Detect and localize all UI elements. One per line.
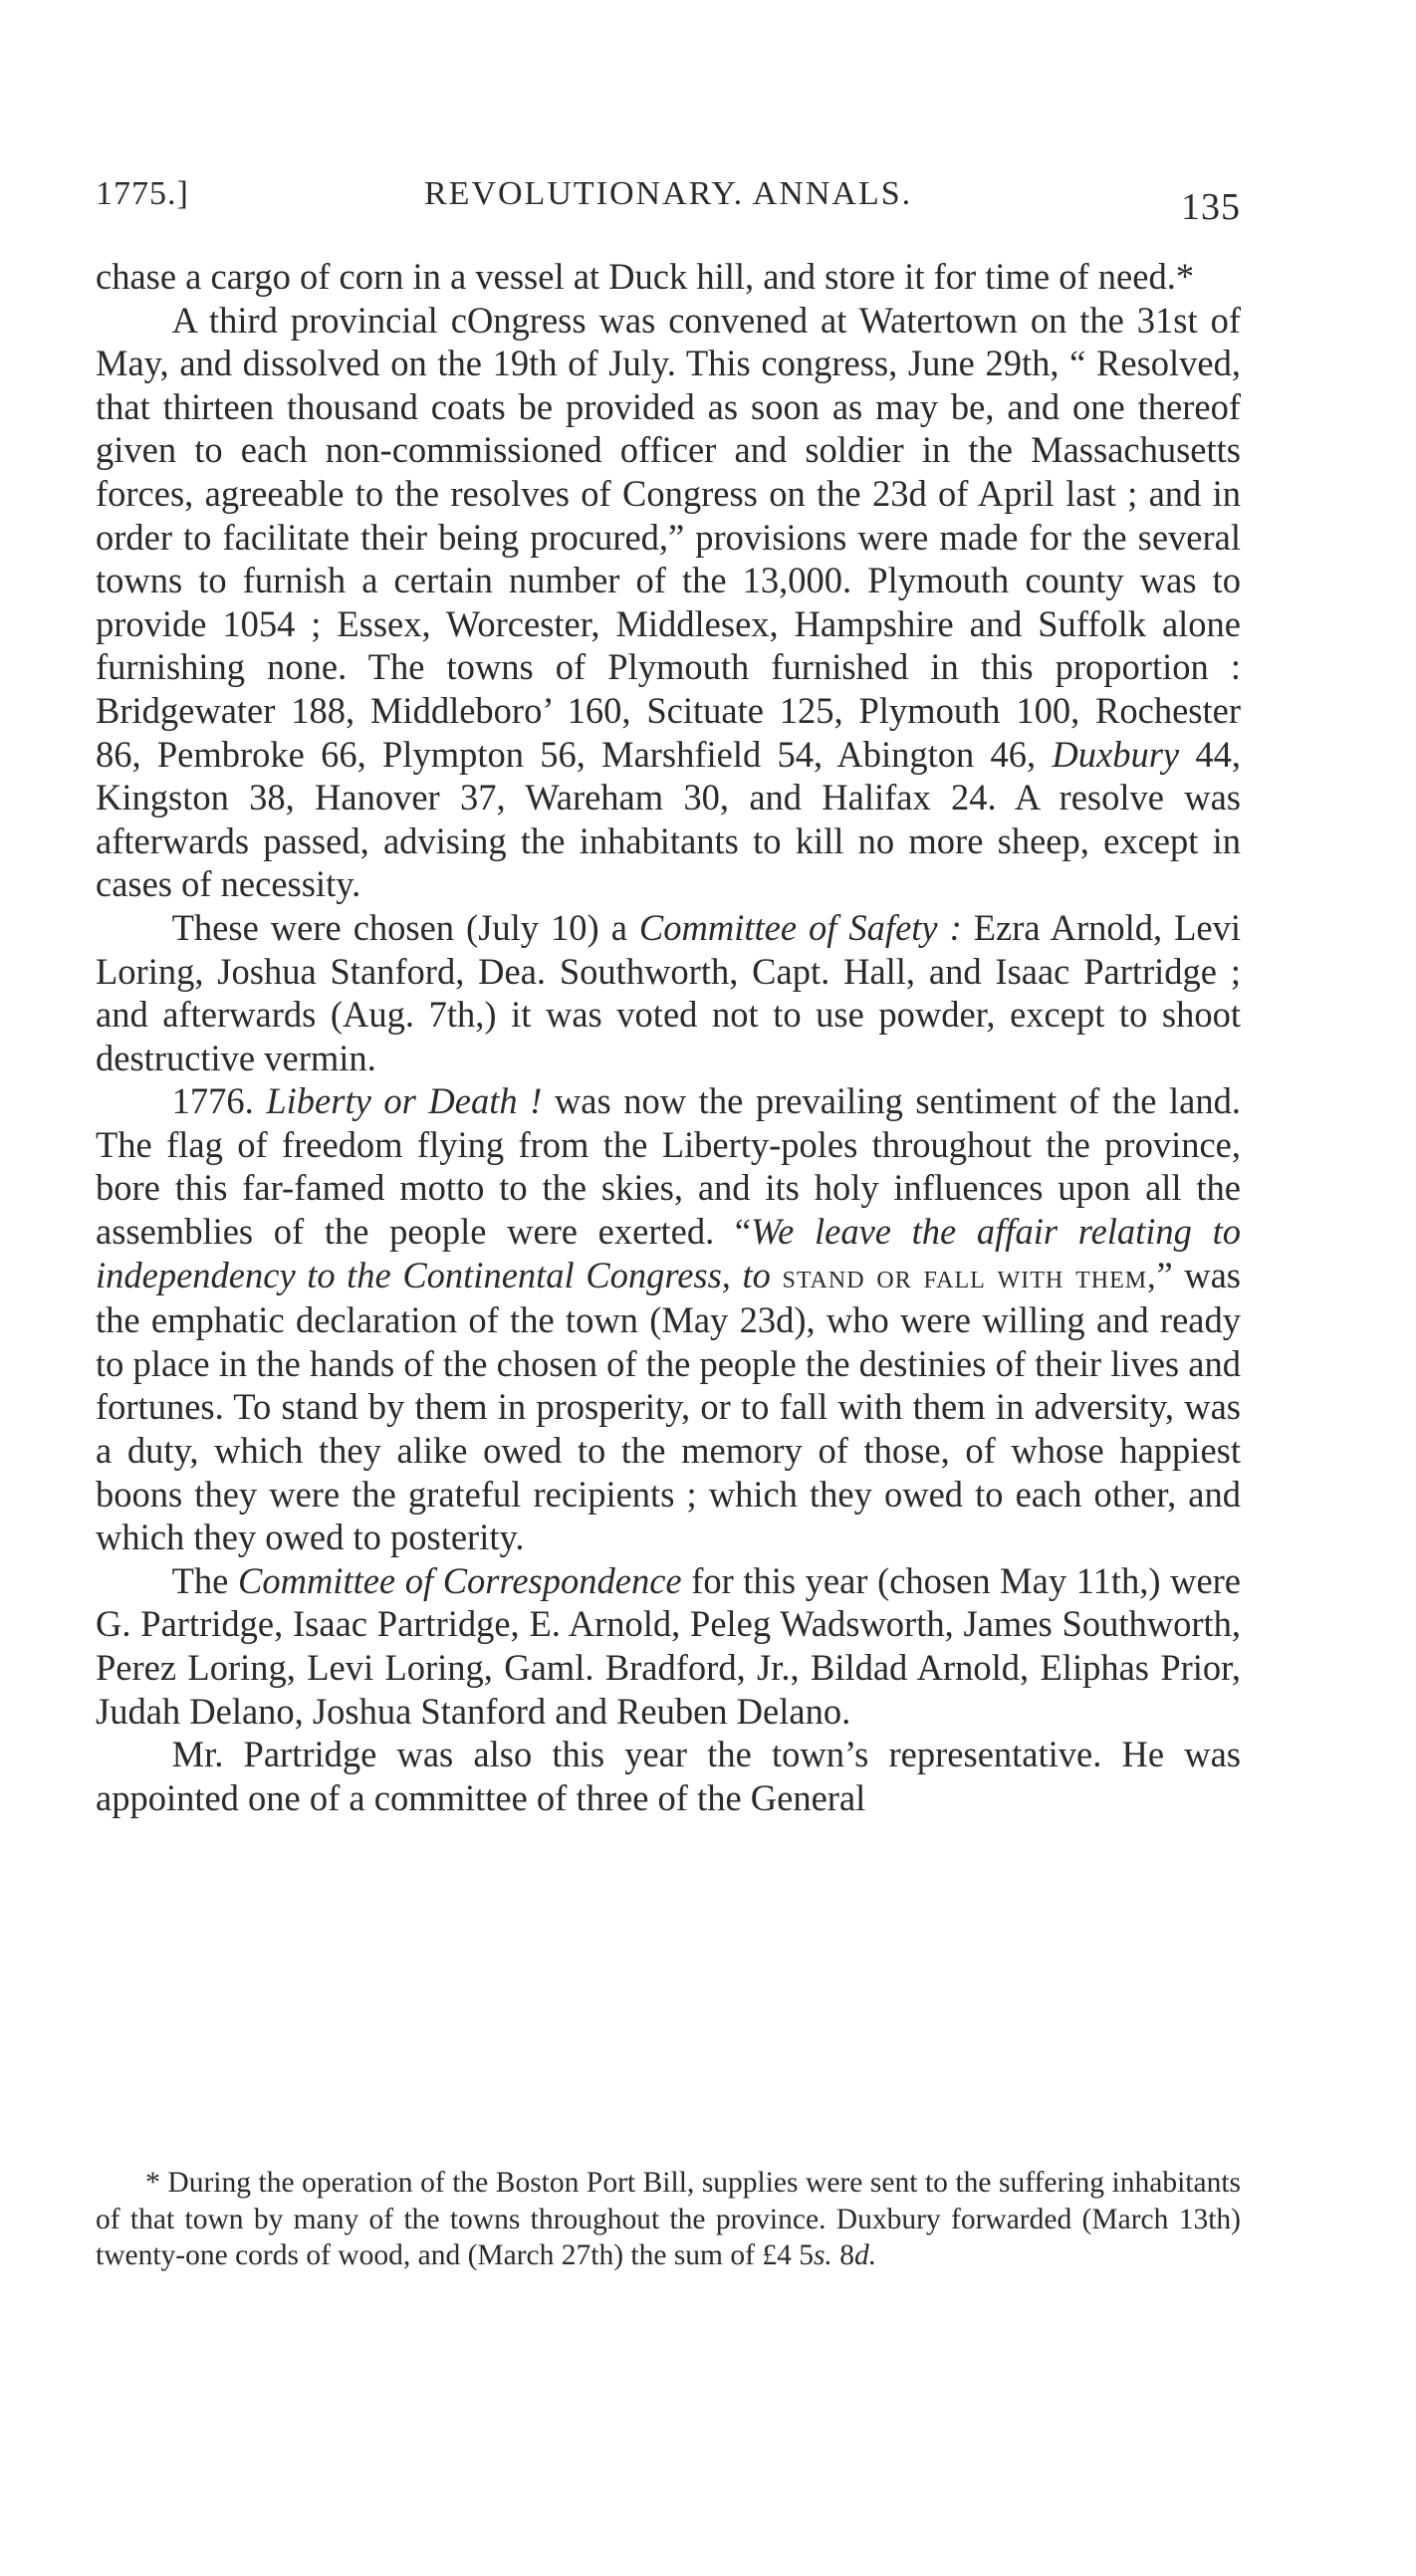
footnote-shillings: 5 [799, 2239, 814, 2271]
paragraph-4-middle: was now the prevailing sentiment of the land. The flag of freedom flying from the Liberty-poles throughout the province, bore this far-famed motto to the skies, and its holy influences upon all the assemblies of the people were exerted. “ [96, 1080, 1242, 1253]
paragraph-2-italic: Duxbury [1052, 733, 1180, 775]
paragraph-5 [96, 1559, 1241, 1733]
main-text [96, 255, 1241, 1819]
paragraph-2 [96, 299, 1241, 906]
footnote-s-label: s. [813, 2239, 832, 2271]
footnote [96, 2165, 1241, 2274]
paragraph-3-start: These were chosen (July 10) a [171, 906, 627, 948]
paragraph-6-text: Mr. Partridge was also this year the town’s representative. He was appointed one of a committee of three of the General [96, 1734, 1241, 1818]
paragraph-3-italic: Committee of Safety : [638, 906, 962, 948]
header-title: REVOLUTIONARY. ANNALS. [424, 175, 913, 212]
footnote-paragraph [96, 2165, 1241, 2274]
footnote-pence: 8 [839, 2239, 854, 2271]
paragraph-3-end: Ezra Arnold, Levi Loring, Joshua Stanford, Dea. Southworth, Capt. Hall, and Isaac Partridge ; and afterwards (Aug. 7th,) it was voted not to use powder, except to shoot destructive vermin. [96, 906, 1242, 1078]
paragraph-4-motto: Liberty or Death ! [266, 1080, 543, 1122]
paragraph-4 [96, 1079, 1241, 1559]
header-year: 1775.] [96, 175, 189, 212]
paragraph-2-end: 44, Kingston 38, Hanover 37, Wareham 30, and Halifax 24. A resolve was afterwards passed, advising the inhabitants to kill no more sheep, except in cases of necessity. [96, 733, 1242, 905]
paragraph-4-smallcaps: stand or fall with them, [782, 1258, 1157, 1295]
paragraph-4-resolution: We leave the affair relating to independency to the Continental Congress, to [96, 1211, 1241, 1295]
footnote-text: * During the operation of the Boston Port Bill, supplies were sent to the suffering inhabitants of that town by many of the towns throughout the province. Duxbury forwarded (March 13th) twenty-one cords of wood, and (March 27th) the sum of £4 [96, 2167, 1241, 2271]
paragraph-5-start: The [171, 1559, 229, 1601]
footnote-d-label: d. [853, 2239, 877, 2271]
paragraph-2-text: A third provincial cOngress was convened at Watertown on the 31st of May, and dissolved on the 19th of July. This congress, June 29th, “ Resolved, that thirteen thousand coats be provided as soon as may be, and one thereof given to each non-commissioned officer and soldier in the Massachusetts forces, agreeable to the resolves of Congress on the 23d of April last ; and in order to facilitate their being procured,” provisions were made for the several towns to furnish a certain number of the 13,000. Plymouth county was to provide 1054 ; Essex, Worcester, Middlesex, Hampshire and Suffolk alone furnishing none. The towns of Plymouth furnished in this proportion : Bridgewater 188, Middleboro’ 160, Scituate 125, Plymouth 100, Rochester 86, Pembroke 66, Plympton 56, Marshfield 54, Abington 46, [96, 299, 1241, 775]
paragraph-4-end: ” was the emphatic declaration of the town (May 23d), who were willing and ready to place in the hands of the chosen of the people the destinies of their lives and fortunes. To stand by them in prosperity, or to fall with them in adversity, was a duty, which they alike owed to the memory of those, of whose happiest boons they were the grateful recipients ; which they owed to each other, and which they owed to posterity. [96, 1254, 1242, 1558]
running-header [96, 167, 1241, 227]
paragraph-1 [96, 255, 1241, 299]
page-number: 135 [1181, 186, 1241, 228]
paragraph-4-year: 1776. [171, 1080, 254, 1122]
paragraph-3 [96, 906, 1241, 1079]
paragraph-5-italic: Committee of Correspondence [237, 1559, 682, 1601]
paragraph-5-end: for this year (chosen May 11th,) were G. Partridge, Isaac Partridge, E. Arnold, Peleg Wadsworth, James Southworth, Perez Loring, Levi Loring, Gaml. Bradford, Jr., Bildad Arnold, Eliphas Prior, Judah Delano, Joshua Stanford and Reuben Delano. [96, 1559, 1242, 1732]
paragraph-1-text: chase a cargo of corn in a vessel at Duck hill, and store it for time of need.* [96, 256, 1195, 297]
paragraph-6 [96, 1733, 1241, 1819]
